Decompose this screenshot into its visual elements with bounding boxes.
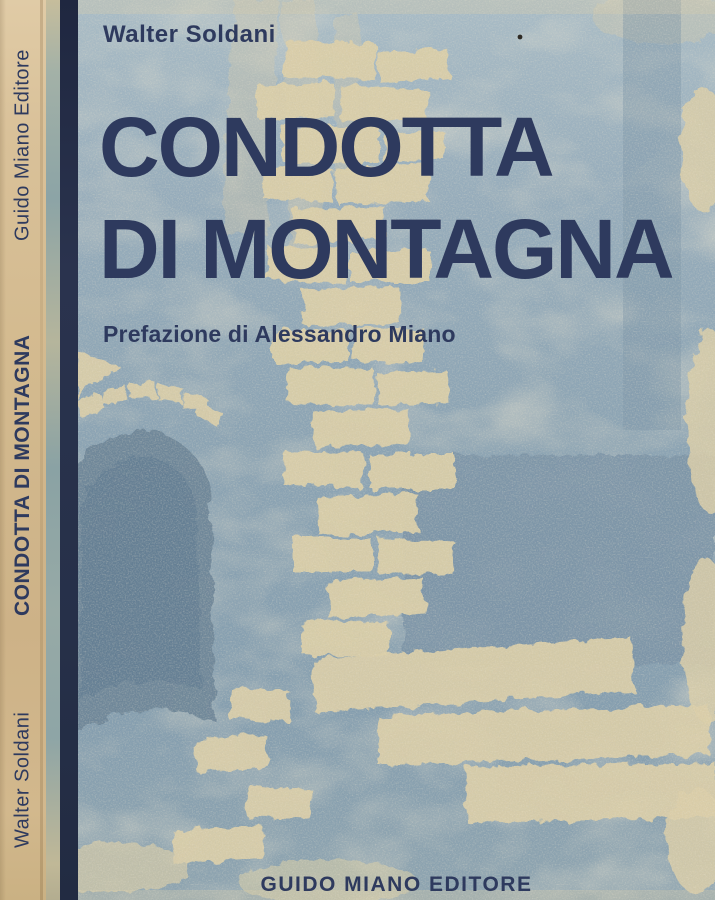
book-spine [0,0,46,900]
spine-publisher-label: Guido Miano Editore [11,49,34,241]
spine-author-label: Walter Soldani [11,711,34,849]
cover-author-label: Walter Soldani [103,21,276,48]
paper-fleck [518,35,523,40]
cover-subtitle-label: Prefazione di Alessandro Miano [103,321,456,347]
cover-navy-stripe [60,0,78,900]
front-cover [78,0,715,900]
cover-title-line1: CONDOTTA [99,100,553,194]
cover-publisher-label: GUIDO MIANO EDITORE [260,873,533,896]
spine-cover-worn-edge [46,0,60,900]
spine-title-label: CONDOTTA DI MONTAGNA [11,334,34,616]
cover-title-line2: DI MONTAGNA [99,202,673,296]
cover-title [99,96,673,300]
spine-crease [40,0,43,900]
